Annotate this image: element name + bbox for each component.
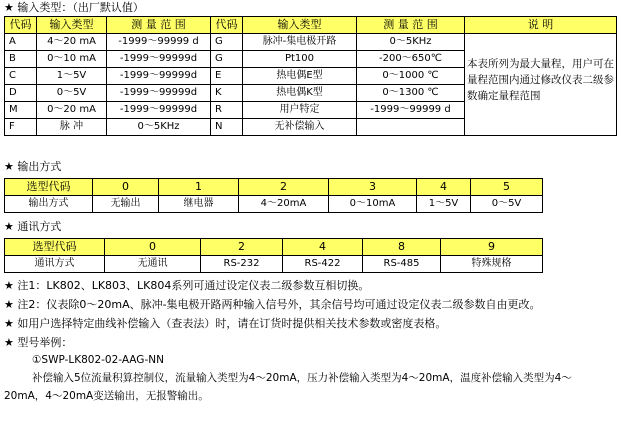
header-cell: 8 (363, 239, 441, 256)
type-cell: Pt100 (243, 51, 357, 68)
cell: 无通讯 (105, 256, 201, 273)
cell: 0～10mA (329, 196, 417, 213)
range-cell: -1999～99999 d (357, 102, 465, 119)
table-row (5, 256, 543, 273)
header-cell: 4 (283, 239, 363, 256)
type-cell: 0～10 mA (37, 51, 107, 68)
comm-table (4, 238, 543, 273)
cell: RS-422 (283, 256, 363, 273)
range-cell: -200～650℃ (357, 51, 465, 68)
header-cell: 2 (201, 239, 283, 256)
range-cell: 0～1000 ℃ (357, 68, 465, 85)
code-cell: G (211, 34, 243, 51)
header-cell: 选型代码 (5, 239, 105, 256)
cell: 0～5V (471, 196, 543, 213)
section-title-input: ★ 输入类型：（出厂默认值） (4, 1, 144, 14)
cell: 1～5V (417, 196, 471, 213)
header-cell: 选型代码 (5, 179, 93, 196)
type-cell: 1～5V (37, 68, 107, 85)
section-title-comm: ★ 通讯方式 (4, 220, 62, 233)
type-cell: 热电偶K型 (243, 85, 357, 102)
header-cell: 4 (417, 179, 471, 196)
header-cell: 代码 (5, 17, 37, 34)
header-cell: 代码 (211, 17, 243, 34)
note-3: ★ 如用户选择特定曲线补偿输入（查表法）时，请在订货时提供相关技术参数或密度表格。 (4, 317, 447, 330)
code-cell: F (5, 119, 37, 136)
table-header-row (5, 239, 543, 256)
range-cell: 0～5KHz (357, 34, 465, 51)
table-row (5, 196, 543, 213)
header-cell: 0 (93, 179, 159, 196)
section-title-output: ★ 输出方式 (4, 160, 62, 173)
range-cell: 0～5KHz (107, 119, 211, 136)
header-cell: 测 量 范 围 (357, 17, 465, 34)
code-cell: D (5, 85, 37, 102)
code-cell: N (211, 119, 243, 136)
example-model: ①SWP-LK802-02-AAG-NN (32, 354, 164, 366)
cell: RS-232 (201, 256, 283, 273)
table-header-row (5, 17, 617, 34)
type-cell: 无补偿输入 (243, 119, 357, 136)
table-note: 本表所列为最大量程，用户可在量程范围内通过修改仪表二级参数确定量程范围 (467, 58, 614, 102)
code-cell: G (211, 51, 243, 68)
table-header-row (5, 179, 543, 196)
header-cell: 3 (329, 179, 417, 196)
table-row (5, 34, 617, 51)
cell: 无输出 (93, 196, 159, 213)
code-cell: A (5, 34, 37, 51)
code-cell: B (5, 51, 37, 68)
code-cell: K (211, 85, 243, 102)
type-cell: 0～5V (37, 85, 107, 102)
cell: 继电器 (159, 196, 239, 213)
header-cell: 1 (159, 179, 239, 196)
cell: 通讯方式 (5, 256, 105, 273)
range-cell: 0～1300 ℃ (357, 85, 465, 102)
range-cell: -1999～99999d (107, 85, 211, 102)
cell: RS-485 (363, 256, 441, 273)
code-cell: R (211, 102, 243, 119)
range-cell (357, 119, 465, 136)
type-cell: 4～20 mA (37, 34, 107, 51)
code-cell: M (5, 102, 37, 119)
header-cell: 2 (239, 179, 329, 196)
type-cell: 0～20 mA (37, 102, 107, 119)
range-cell: -1999～99999d (107, 68, 211, 85)
header-cell: 测 量 范 围 (107, 17, 211, 34)
code-cell: C (5, 68, 37, 85)
header-cell: 说 明 (465, 17, 617, 34)
example-line-1: 补偿输入5位流量积算控制仪，流量输入类型为4～20mA，压力补偿输入类型为4～20mA，温度补偿输入类型为4～ (32, 372, 572, 384)
cell: 输出方式 (5, 196, 93, 213)
range-cell: -1999～99999d (107, 51, 211, 68)
output-table (4, 178, 543, 213)
note-example-title: ★ 型号举例： (4, 336, 73, 349)
header-cell: 输入类型 (243, 17, 357, 34)
cell: 4～20mA (239, 196, 329, 213)
range-cell: -1999～99999 d (107, 34, 211, 51)
range-cell: -1999～99999d (107, 102, 211, 119)
note-2: ★ 注2：仪表除0～20mA、脉冲-集电极开路两种输入信号外，其余信号均可通过设定仪表二级参数自由更改。 (4, 298, 541, 311)
type-cell: 脉 冲 (37, 119, 107, 136)
header-cell: 5 (471, 179, 543, 196)
cell: 特殊规格 (441, 256, 543, 273)
type-cell: 热电偶E型 (243, 68, 357, 85)
example-line-2: 20mA，4～20mA变送输出，无报警输出。 (4, 390, 209, 402)
header-cell: 9 (441, 239, 543, 256)
type-cell: 脉冲-集电极开路 (243, 34, 357, 51)
header-cell: 0 (105, 239, 201, 256)
note-1: ★ 注1：LK802、LK803、LK804系列可通过设定仪表二级参数互相切换。 (4, 279, 370, 292)
table-note-cell (465, 34, 617, 136)
code-cell: E (211, 68, 243, 85)
input-type-table (4, 16, 617, 136)
header-cell: 输入类型 (37, 17, 107, 34)
type-cell: 用户特定 (243, 102, 357, 119)
